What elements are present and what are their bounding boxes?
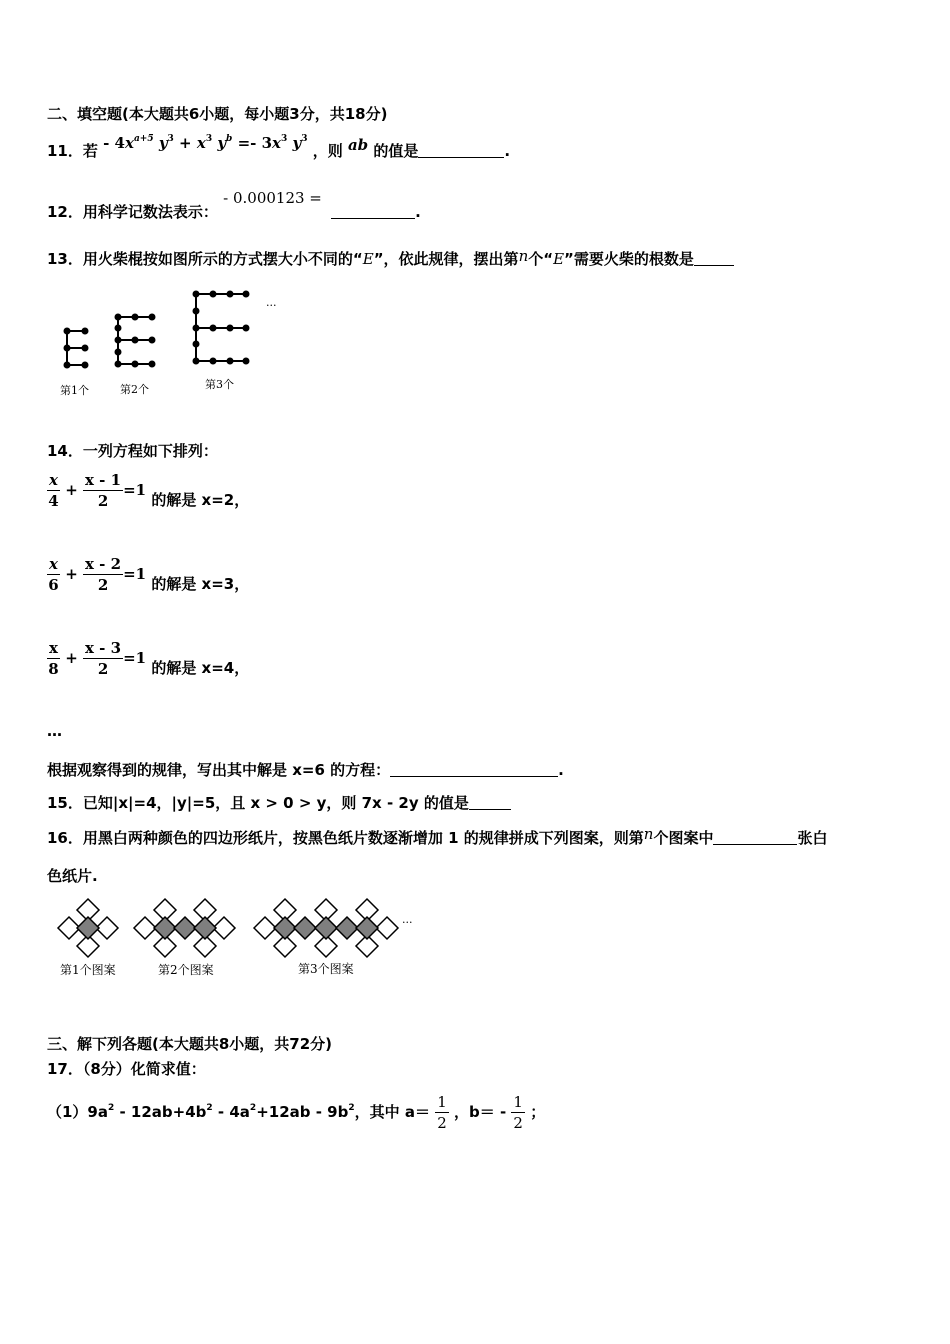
question-12: 12．用科学记数法表示： - 0.000123 = .: [47, 189, 421, 221]
diamond-pattern-1: [58, 899, 118, 957]
question-15: 15．已知|x|=4，|y|=5，且 x > 0 > y，则 7x - 2y 的值是: [47, 792, 511, 813]
matchstick-caption-1: 第1个: [60, 384, 89, 397]
matchstick-ellipsis: ...: [266, 296, 277, 309]
section-2-heading: 二、填空题(本大题共6小题，每小题3分，共18分): [47, 105, 388, 123]
section-3-heading: 三、解下列各题(本大题共8小题，共72分): [47, 1035, 333, 1053]
q12-expression: - 0.000123 =: [223, 189, 322, 207]
question-11: 11．若 - $4x^{a+5}$ $y^3 + x^3$ $y^b =- 3x^3$ $y^3$ ，则 ab 的值是 .: [47, 134, 511, 160]
diamond-caption-1: 第1个图案: [60, 963, 116, 977]
diamond-pattern-3: [254, 899, 398, 957]
q14-question: 根据观察得到的规律，写出其中解是 x=6 的方程： .: [47, 761, 564, 779]
diamond-caption-2: 第2个图案: [158, 963, 214, 977]
question-17-part-1: $(1)9a^2 - 12ab+4b^2 - 4a^2+12ab - 9b^2$，其中 a＝ $\frac{1}{2}$ ，b＝ - $\frac{1}{2}$ ；: [47, 1093, 546, 1132]
q11-number: 11．若: [47, 142, 98, 160]
q14-equation-2: $\frac{x}{6}$ + $\frac{x - 2}{2}$ =1 的解是 x=3，: [48, 555, 250, 594]
diamond-ellipsis: ...: [402, 913, 413, 926]
matchstick-caption-2: 第2个: [120, 383, 149, 396]
question-17-title: 17．（8分）化简求值：: [47, 1060, 206, 1078]
q11-expression: - $4x^{a+5}$ $y^3 + x^3$ $y^b =- 3x^3$ $y^3$: [103, 134, 308, 152]
matchstick-caption-3: 第3个: [205, 378, 234, 391]
question-14-intro: 14．一列方程如下排列：: [47, 442, 218, 460]
diamond-pattern-2: [134, 899, 235, 957]
diamond-caption-3: 第3个图案: [298, 962, 354, 976]
q14-equation-3: $\frac{x}{8}$ + $\frac{x - 3}{2}$ =1 的解是 x=4，: [48, 639, 250, 678]
question-13: 13．用火柴棍按如图所示的方式摆大小不同的“E”，依此规律，摆出第n个“E”需要火柴的根数是: [47, 248, 734, 269]
question-16-line2: 色纸片.: [47, 867, 98, 885]
question-16: 16．用黑白两种颜色的四边形纸片，按黑色纸片数逐渐增加 1 的规律拼成下列图案，则第n个图案中 张白: [47, 825, 828, 847]
q14-dots: …: [47, 722, 62, 740]
q14-equation-1: $\frac{x}{4}$ + $\frac{x - 1}{2}$ =1 的解是 x=2，: [48, 471, 250, 510]
